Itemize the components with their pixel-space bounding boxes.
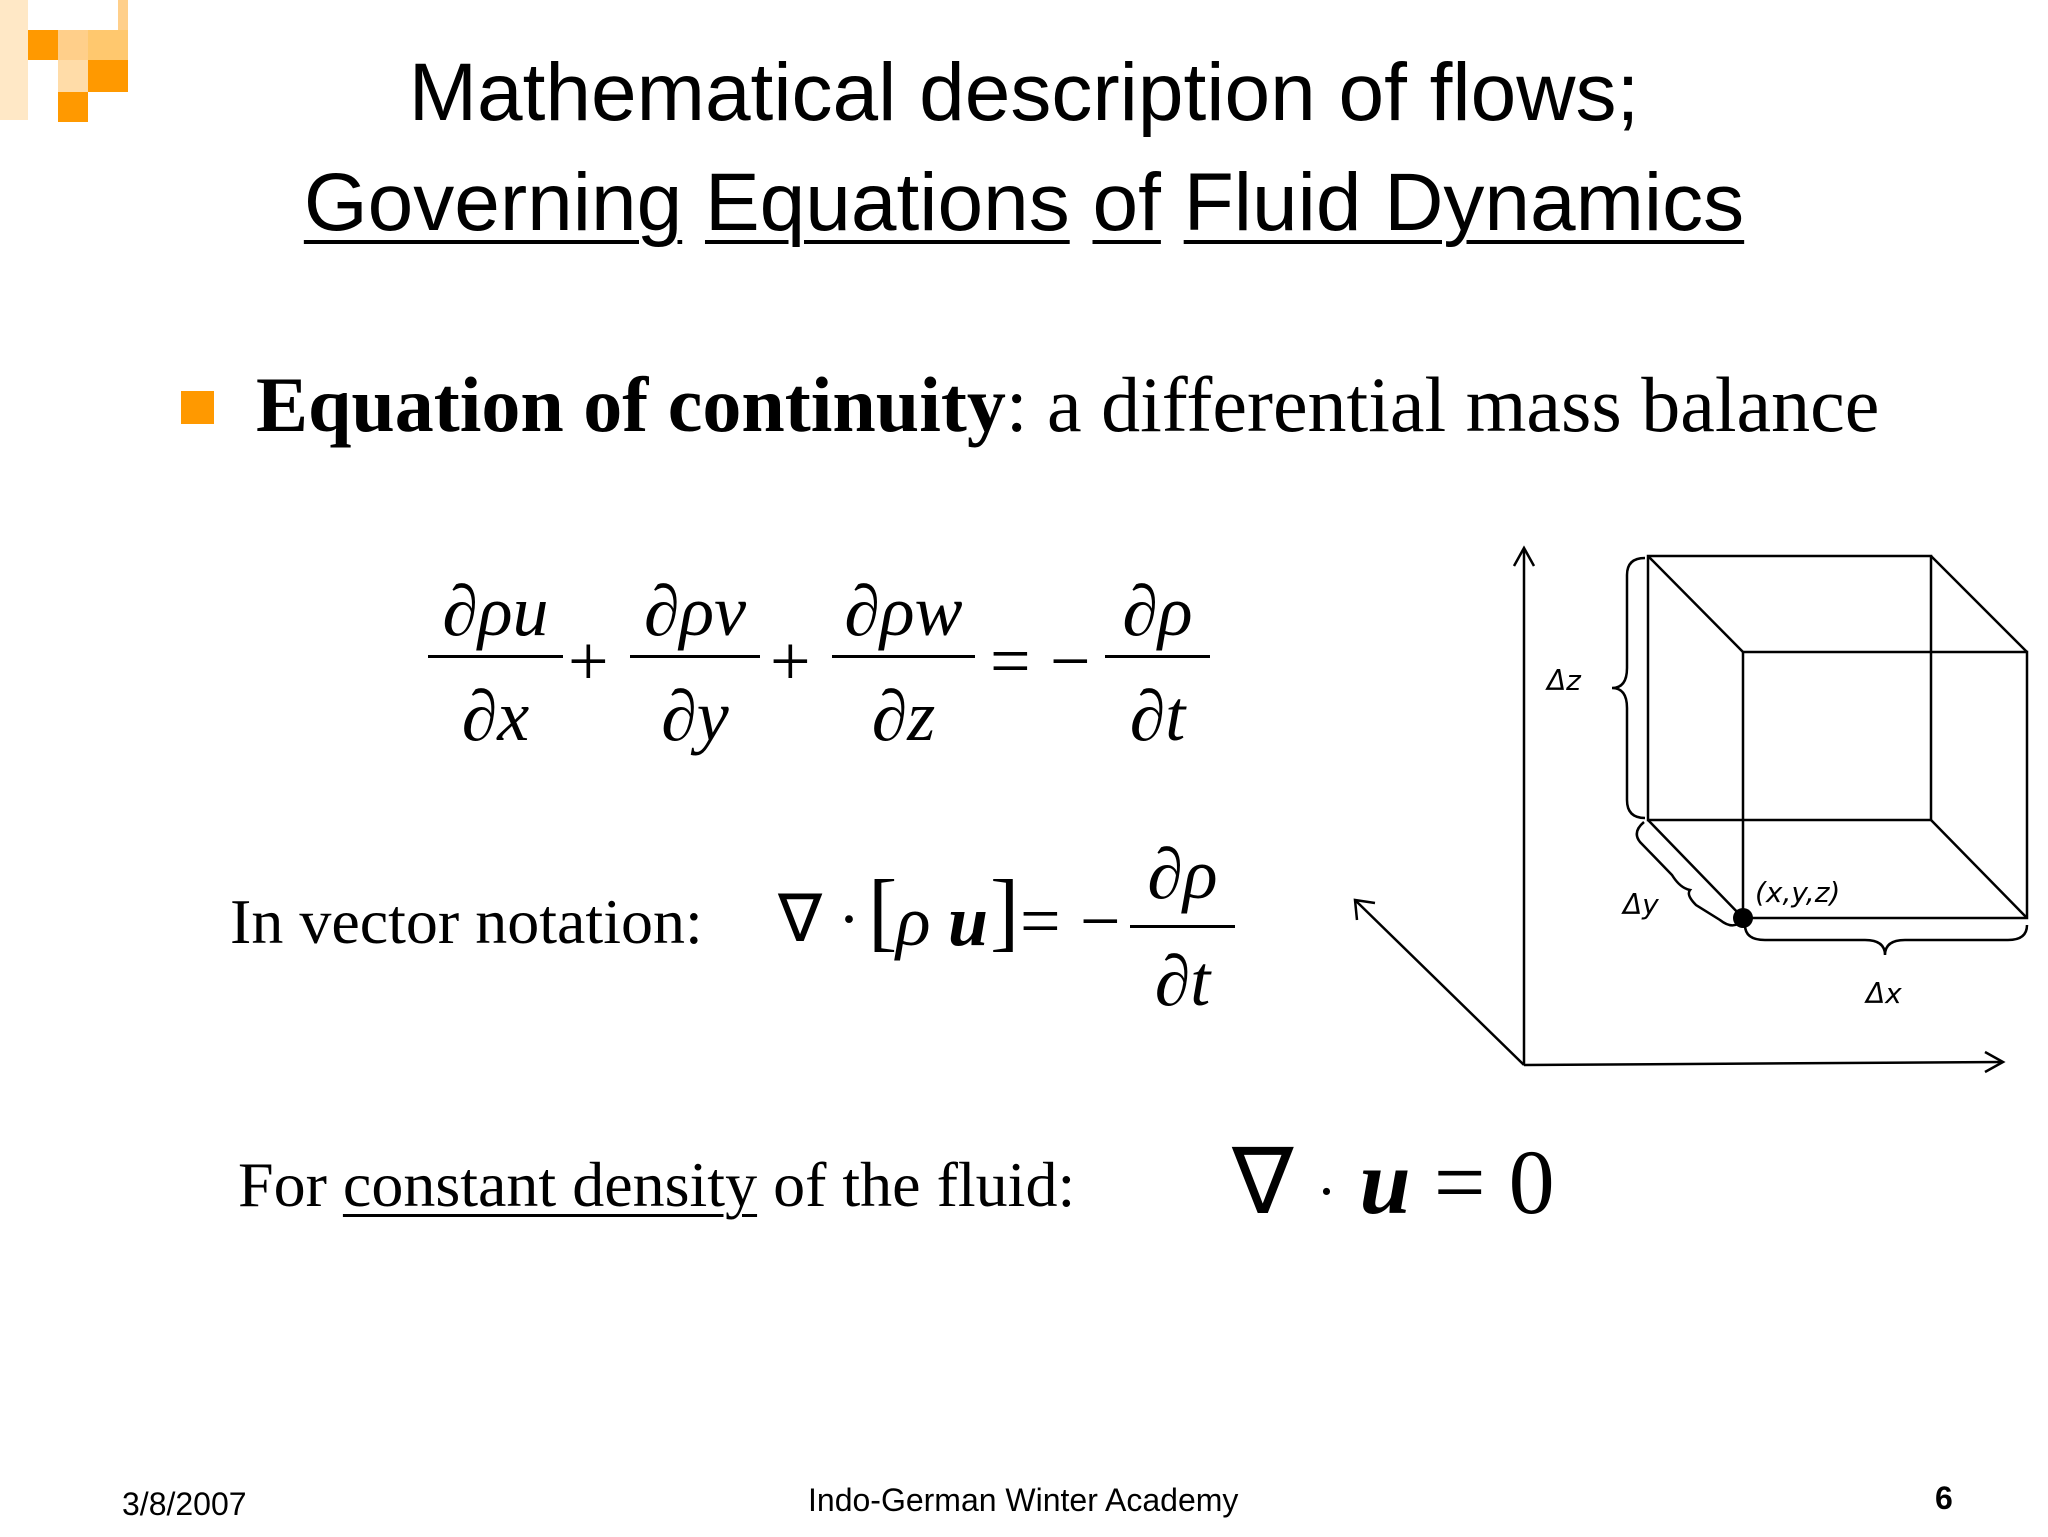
- term-3-numerator: ∂ρw: [844, 571, 963, 651]
- vector-notation-label: In vector notation:: [230, 886, 703, 957]
- cube-edge: [1648, 556, 1743, 652]
- right-bracket: ]: [990, 863, 1020, 960]
- dz-label: Δz: [1547, 664, 1581, 697]
- footer-title: Indo-German Winter Academy: [808, 1482, 1239, 1518]
- title-line-1: Mathematical description of flows;: [408, 47, 1640, 138]
- rho-symbol: ρ: [896, 881, 931, 961]
- nabla-symbol: ∇: [778, 883, 823, 956]
- minus-sign: −: [1080, 881, 1121, 961]
- plus-sign: +: [568, 621, 609, 701]
- term-1-numerator: ∂ρu: [442, 571, 549, 651]
- cube-back-face: [1648, 556, 1931, 820]
- title-word: Fluid Dynamics: [1183, 157, 1745, 248]
- term-2-numerator: ∂ρv: [643, 571, 747, 651]
- point-marker: [1733, 908, 1753, 928]
- plus-sign: +: [770, 621, 811, 701]
- term-2-denominator: ∂y: [661, 676, 729, 756]
- vector-rhs-numerator: ∂ρ: [1147, 834, 1218, 914]
- equals-sign: =: [990, 621, 1031, 701]
- page-number: 6: [1935, 1480, 1953, 1516]
- term-3-denominator: ∂z: [871, 676, 936, 756]
- constant-density-prefix: For: [238, 1149, 327, 1220]
- rhs-numerator: ∂ρ: [1122, 571, 1193, 651]
- title-word: of: [1092, 157, 1161, 248]
- equals-sign: =: [1020, 881, 1061, 961]
- velocity-vector: u: [948, 881, 989, 961]
- vector-rhs-denominator: ∂t: [1154, 941, 1211, 1021]
- rhs-denominator: ∂t: [1129, 676, 1186, 756]
- left-bracket: [: [868, 863, 898, 960]
- velocity-vector: u: [1359, 1131, 1411, 1233]
- point-label: (x,y,z): [1755, 876, 1841, 909]
- bullet-rest: : a differential mass balance: [1005, 361, 1880, 448]
- title-word: Equations: [704, 157, 1070, 248]
- dx-label: Δx: [1866, 977, 1902, 1010]
- bullet-bold: Equation of continuity: [256, 361, 1006, 448]
- x-axis: [1524, 1062, 2003, 1065]
- cube-edge: [1931, 820, 2027, 918]
- constant-density-underlined: constant density: [342, 1149, 758, 1220]
- footer-date: 3/8/2007: [122, 1486, 247, 1522]
- dx-brace: [1745, 925, 2027, 955]
- minus-sign: −: [1050, 621, 1091, 701]
- nabla-symbol: ∇: [1232, 1131, 1294, 1233]
- dot-operator: ·: [1316, 1158, 1337, 1225]
- y-axis: [1355, 900, 1524, 1065]
- dy-label: Δy: [1623, 888, 1659, 921]
- dz-brace: [1612, 558, 1645, 818]
- dot-operator: ·: [838, 883, 860, 956]
- equation-rest: = 0: [1433, 1131, 1555, 1233]
- term-1-denominator: ∂x: [461, 676, 530, 756]
- constant-density-suffix: of the fluid:: [773, 1149, 1076, 1220]
- title-word: Governing: [303, 157, 683, 248]
- cube-edge: [1931, 556, 2027, 652]
